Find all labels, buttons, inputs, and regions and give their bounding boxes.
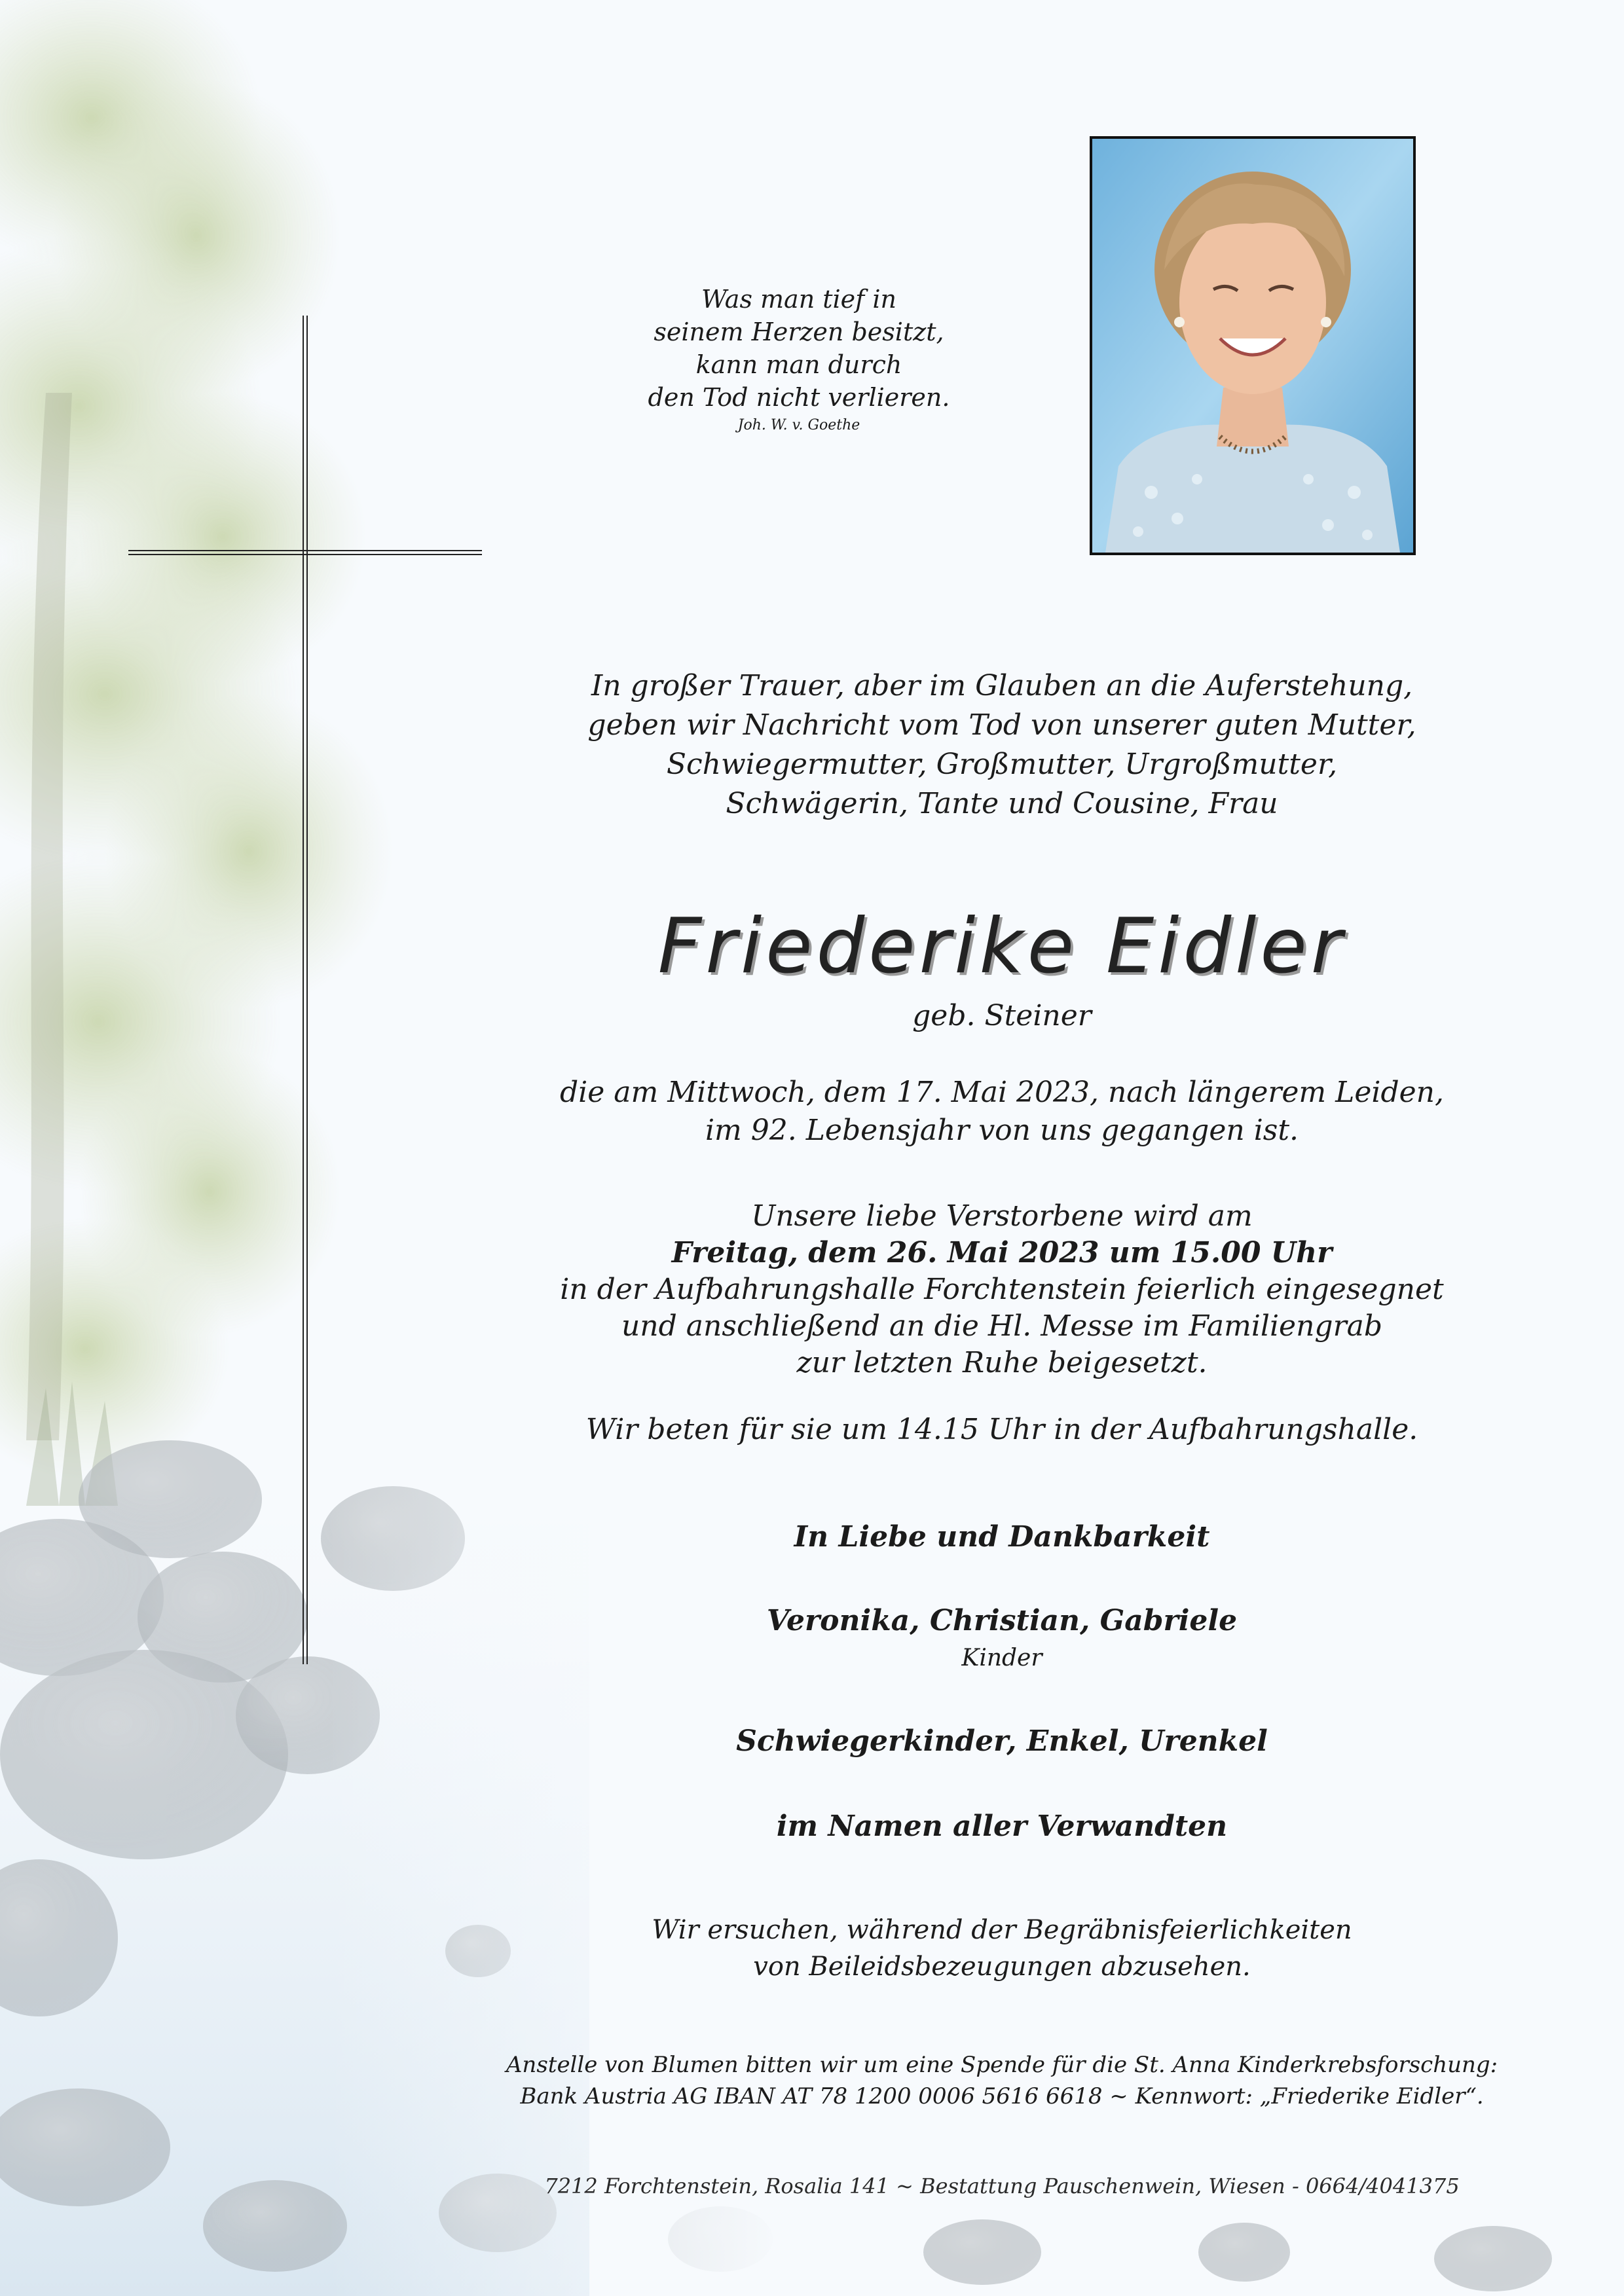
funeral-line: und anschließend an die Hl. Messe im Familiengrab — [621, 1309, 1383, 1343]
family-line: Schwiegerkinder, Enkel, Urenkel — [736, 1724, 1268, 1758]
portrait-illustration — [1092, 139, 1413, 553]
quote-author: Joh. W. v. Goethe — [737, 417, 860, 433]
deceased-name: Friederike Eidler — [657, 902, 1346, 991]
cross-horizontal-beam — [128, 550, 482, 555]
donation-notice — [498, 2049, 1506, 2112]
goethe-quote — [589, 283, 1008, 436]
condolence-request — [498, 1912, 1506, 1985]
funeral-line: zur letzten Ruhe beigesetzt. — [796, 1346, 1208, 1379]
quote-line: den Tod nicht verlieren. — [648, 383, 950, 412]
quote-line: seinem Herzen besitzt, — [654, 318, 944, 346]
children-names: Veronika, Christian, Gabriele — [766, 1604, 1238, 1637]
funeral-line: in der Aufbahrungshalle Forchtenstein feierlich eingesegnet — [560, 1273, 1444, 1306]
birth-name: geb. Steiner — [912, 999, 1092, 1032]
quote-line: Was man tief in — [701, 285, 896, 314]
relatives-line: im Namen aller Verwandten — [776, 1810, 1228, 1843]
death-line: die am Mittwoch, dem 17. Mai 2023, nach längerem Leiden, — [560, 1076, 1444, 1109]
intro-line: geben wir Nachricht vom Tod von unserer guten Mutter, — [587, 708, 1416, 742]
intro-line: Schwiegermutter, Großmutter, Urgroßmutter, — [666, 748, 1338, 781]
donation-line: Bank Austria AG IBAN AT 78 1200 0006 5616 6618 ~ Kennwort: „Friederike Eidler“. — [520, 2083, 1484, 2109]
funeral-info — [498, 1198, 1506, 1381]
request-line: von Beileidsbezeugungen abzusehen. — [753, 1952, 1251, 1982]
cross-vertical-beam — [303, 316, 308, 1664]
announcement-intro — [498, 666, 1506, 824]
funeral-line: Unsere liebe Verstorbene wird am — [751, 1199, 1253, 1233]
quote-line: kann man durch — [695, 350, 902, 379]
portrait-photo — [1090, 136, 1416, 555]
request-line: Wir ersuchen, während der Begräbnisfeierlichkeiten — [652, 1915, 1352, 1945]
death-info — [498, 1074, 1506, 1150]
donation-line: Anstelle von Blumen bitten wir um eine Spende für die St. Anna Kinderkrebsforschung: — [506, 2052, 1498, 2078]
children-label: Kinder — [961, 1645, 1043, 1671]
intro-line: Schwägerin, Tante und Cousine, Frau — [726, 787, 1278, 820]
funeral-date: Freitag, dem 26. Mai 2023 um 15.00 Uhr — [671, 1236, 1333, 1269]
thanks-line: In Liebe und Dankbarkeit — [794, 1520, 1210, 1554]
intro-line: In großer Trauer, aber im Glauben an die Auferstehung, — [591, 669, 1413, 702]
funeral-home-footer: 7212 Forchtenstein, Rosalia 141 ~ Bestattung Pauschenwein, Wiesen - 0664/4041375 — [544, 2174, 1460, 2198]
death-line: im 92. Lebensjahr von uns gegangen ist. — [705, 1114, 1299, 1147]
prayer-info: Wir beten für sie um 14.15 Uhr in der Aufbahrungshalle. — [585, 1413, 1418, 1446]
